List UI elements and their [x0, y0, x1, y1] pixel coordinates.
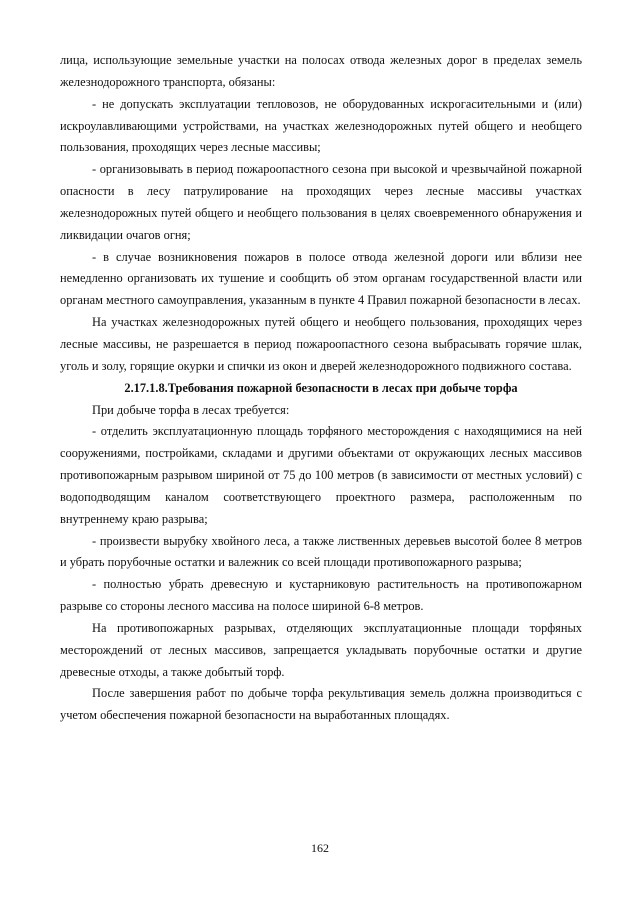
paragraph-locomotives: - не допускать эксплуатации тепловозов, не оборудованных искрогасительными и (или) искроулавливающими устройствами, на участках железнодорожных путей общего и необщего пользования, проходящих через лесные массивы; [60, 96, 582, 155]
paragraph-peat-intro: При добыче торфа в лесах требуется: [92, 402, 290, 417]
paragraph-firebreak: - отделить эксплуатационную площадь торфяного месторождения с находящимися на ней сооружениями, постройками, складами и другими объектами от окружающих лесных массивов противопожарным разрывом шириной от 75 до 100 метров (в зависимости от местных условий) с водоподводящим каналом соответствующего проектного размера, расположенным по внутреннему краю разрыва; [60, 424, 582, 526]
paragraph-tree-felling: - произвести вырубку хвойного леса, а также лиственных деревьев высотой более 8 метров и убрать порубочные остатки и валежник со всей площади противопожарного разрыва; [60, 533, 582, 570]
paragraph-patrolling: - организовывать в период пожароопастного сезона при высокой и чрезвычайной пожарной опасности в лесу патрулирование на проходящих через лесные массивы участках железнодорожных путей общего и необщего пользования в целях своевременного обнаружения и ликвидации очагов огня; [60, 162, 582, 242]
paragraph-recultivation: После завершения работ по добыче торфа рекультивация земель должна производиться с учетом обеспечения пожарной безопасности на выработанных площадях. [60, 686, 582, 723]
paragraph-railway-prohibition: На участках железнодорожных путей общего и необщего пользования, проходящих через лесные массивы, не разрешается в период пожароопастного сезона выбрасывать горячие шлак, уголь и золу, горящие окурки и спички из окон и дверей железнодорожного подвижного состава. [60, 315, 582, 373]
paragraph-vegetation-removal: - полностью убрать древесную и кустарниковую растительность на противопожарном разрыве со стороны лесного массива на полосе шириной 6-8 метров. [60, 577, 582, 614]
paragraph-firebreak-prohibition: На противопожарных разрывах, отделяющих эксплуатационные площади торфяных месторождений от лесных массивов, запрещается укладывать порубочные остатки и другие древесные отходы, а также добытый торф. [60, 620, 582, 679]
section-heading: 2.17.1.8.Требования пожарной безопасности в лесах при добыче торфа [124, 380, 518, 395]
paragraph-obligations-intro: лица, использующие земельные участки на полосах отвода железных дорог в пределах земель железнодорожного транспорта, обязаны: [60, 53, 582, 89]
page-number: 162 [311, 841, 329, 855]
document-page [60, 50, 582, 727]
paragraph-fire-response: - в случае возникновения пожаров в полосе отвода железной дороги или вблизи нее немедленно организовать их тушение и сообщить об этом органам государственной власти или органам местного самоуправления, указанным в пункте 4 Правил пожарной безопасности в лесах. [60, 249, 582, 308]
